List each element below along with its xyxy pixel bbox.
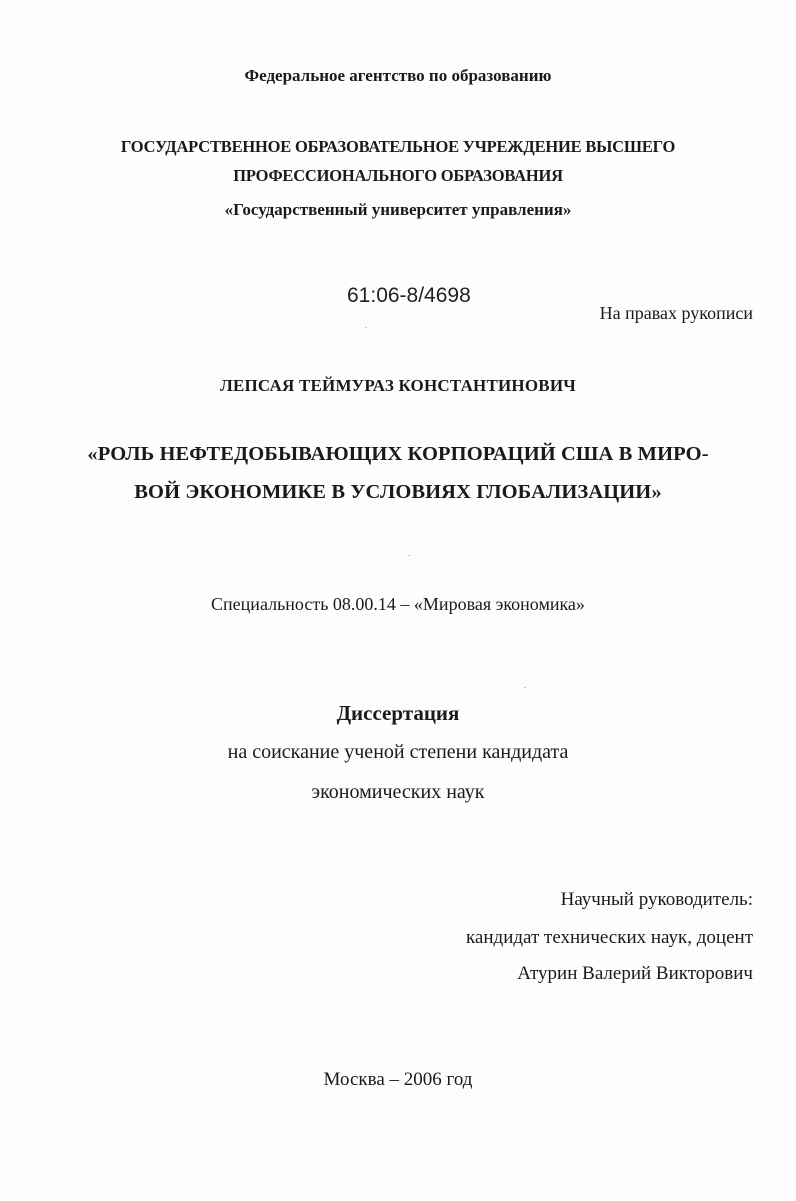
author-name: ЛЕПСАЯ ТЕЙМУРАЗ КОНСТАНТИНОВИЧ	[220, 376, 576, 395]
thesis-title-line-2: ВОЙ ЭКОНОМИКЕ В УСЛОВИЯХ ГЛОБАЛИЗАЦИИ»	[134, 481, 662, 503]
advisor-name: Атурин Валерий Викторович	[517, 963, 753, 984]
thesis-title-line-1: «РОЛЬ НЕФТЕДОБЫВАЮЩИХ КОРПОРАЦИЙ США В МИРО-	[87, 443, 709, 465]
institution-line-3: «Государственный университет управления»	[224, 200, 572, 219]
work-type-label: Диссертация	[336, 701, 460, 725]
institution-line-2: ПРОФЕССИОНАЛЬНОГО ОБРАЗОВАНИЯ	[233, 166, 563, 185]
advisor-label: Научный руководитель:	[560, 889, 753, 910]
place-and-year: Москва – 2006 год	[323, 1069, 473, 1090]
degree-line-1: на соискание ученой степени кандидата	[227, 741, 569, 763]
degree-line-2: экономических наук	[311, 781, 485, 803]
scan-speck	[524, 687, 526, 688]
manuscript-note: На правах рукописи	[599, 303, 753, 323]
scan-speck	[365, 327, 367, 328]
advisor-credentials: кандидат технических наук, доцент	[465, 927, 753, 948]
institution-line-1: ГОСУДАРСТВЕННОЕ ОБРАЗОВАТЕЛЬНОЕ УЧРЕЖДЕНИЕ ВЫСШЕГО	[120, 137, 676, 156]
specialty: Специальность 08.00.14 – «Мировая экономика»	[211, 594, 585, 614]
agency-name: Федеральное агентство по образованию	[244, 66, 552, 85]
scan-speck	[408, 555, 410, 556]
catalog-code-stamp: 61:06-8/4698	[347, 284, 471, 307]
